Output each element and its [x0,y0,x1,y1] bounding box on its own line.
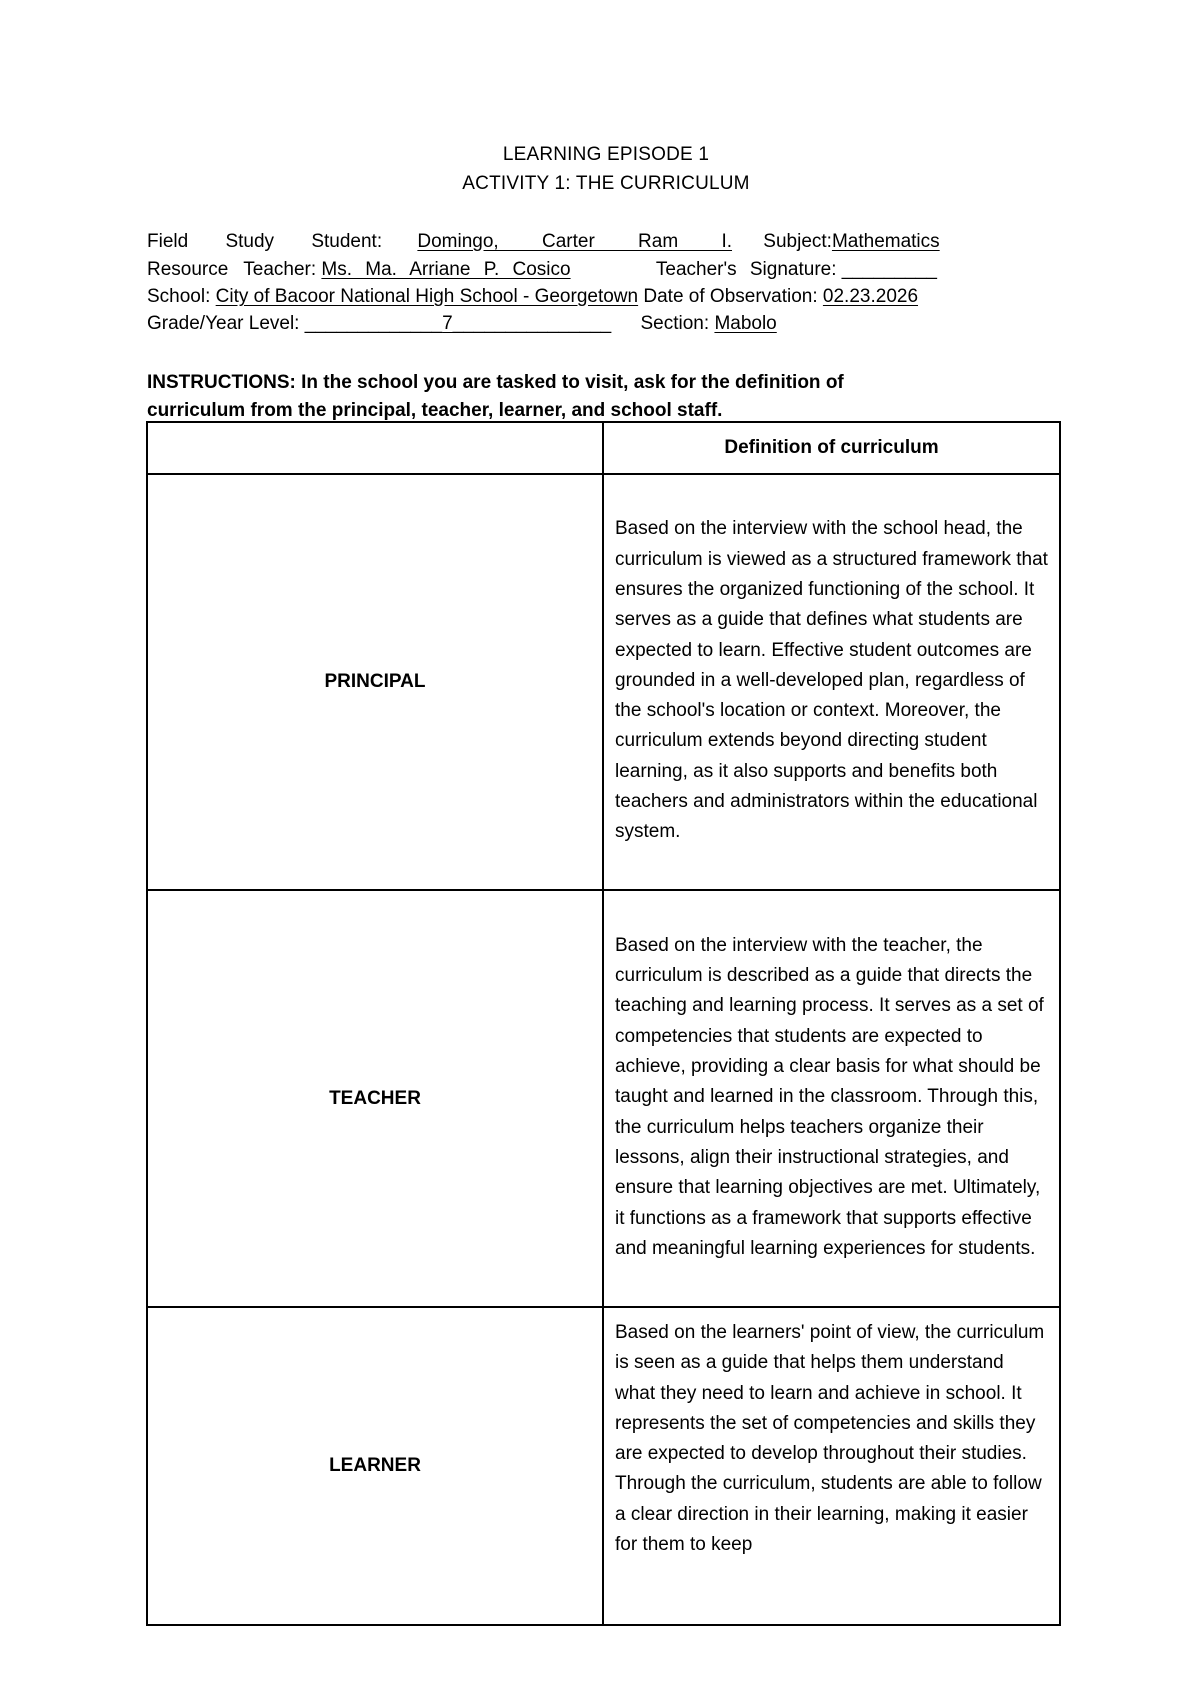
student-label: Field Study Student: [147,231,383,252]
subject-label: Subject: [763,231,832,252]
definition-cell-teacher: Based on the interview with the teacher, the curriculum is described as a guide that directs the teaching and learning process. It serves as a set of competencies that students are expected to achieve, providing a clear basis for what should be taught and learned in the classroom. Through this, the curriculum helps teachers organize their lessons, align their instructional strategies, and ensure that learning objectives are met. Ultimately, it functions as a framework that supports effective and meaningful learning experiences for students. [603,890,1060,1307]
grade-row [147,311,777,337]
header-definition-cell: Definition of curriculum [603,422,1060,474]
grade-value: 7 [442,313,453,334]
document-title-block [0,140,1200,198]
header-role-cell [147,422,603,474]
school-value: City of Bacoor National High School - Georgetown [215,286,639,307]
instructions-line-2: curriculum from the principal, teacher, learner, and school staff. [147,400,723,421]
section-value: Mabolo [714,313,777,334]
signature-value: _________ [841,259,937,280]
definition-cell-principal: Based on the interview with the school head, the curriculum is viewed as a structured framework that ensures the organized functioning of the school. It serves as a guide that defines what students are expected to learn. Effective student outcomes are grounded in a well-developed plan, regardless of the school's location or context. Moreover, the curriculum extends beyond directing student learning, as it also supports and benefits both teachers and administrators within the educational system. [603,474,1060,890]
grade-blank-before: _____________ [304,313,443,334]
section-label: Section: [640,313,710,334]
school-label: School: [147,286,211,307]
instructions [147,369,1047,425]
role-cell-learner: LEARNER [147,1307,603,1625]
table-row-learner [147,1307,1060,1625]
date-label: Date of Observation: [643,286,818,307]
subject-value: Mathematics [831,231,940,252]
role-cell-teacher: TEACHER [147,890,603,1307]
resource-teacher-value: Ms. Ma. Arriane P. Cosico [321,259,571,280]
episode-title: LEARNING EPISODE 1 [502,144,710,165]
resource-teacher-row [147,257,937,283]
activity-title: ACTIVITY 1: THE CURRICULUM [462,173,750,194]
table-row-teacher [147,890,1060,1307]
table-row-principal [147,474,1060,890]
school-row [147,284,918,310]
instructions-line-1: INSTRUCTIONS: In the school you are tasked to visit, ask for the definition of [147,372,844,393]
date-value: 02.23.2026 [822,286,919,307]
grade-label: Grade/Year Level: [147,313,300,334]
curriculum-table [146,421,1061,1626]
student-row [147,229,940,255]
role-cell-principal: PRINCIPAL [147,474,603,890]
definition-cell-learner: Based on the learners' point of view, the curriculum is seen as a guide that helps them understand what they need to learn and achieve in school. It represents the set of competencies and skills they are expected to develop throughout their studies. Through the curriculum, students are able to follow a clear direction in their learning, making it easier for them to keep [603,1307,1060,1625]
resource-teacher-label: Resource Teacher: [147,259,317,280]
signature-label: Teacher's Signature: [655,259,837,280]
grade-blank-after: _______________ [452,313,612,334]
student-value: Domingo, Carter Ram I. [417,231,733,252]
table-header-row [147,422,1060,474]
